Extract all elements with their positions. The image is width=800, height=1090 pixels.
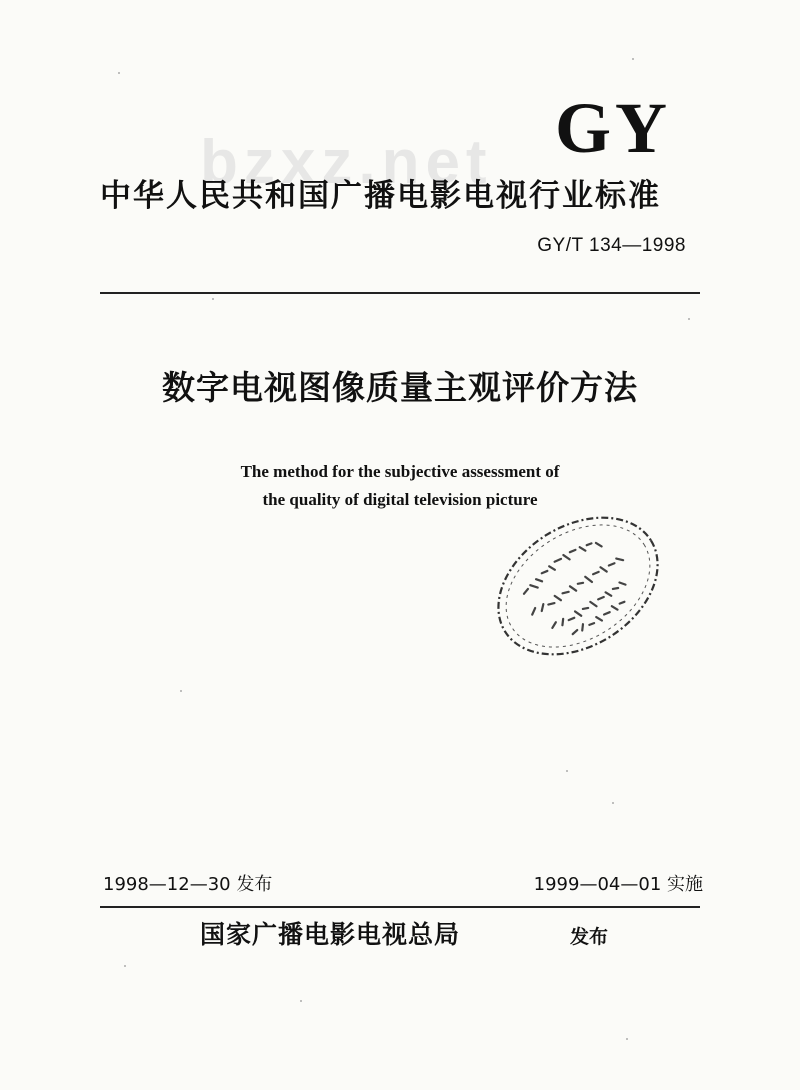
- industry-standard-title: 中华人民共和国广播电影电视行业标准: [100, 178, 661, 214]
- implementation-date: 1999—04—01 实施: [533, 874, 703, 895]
- document-title-english: [0, 458, 800, 514]
- document-title-chinese: 数字电视图像质量主观评价方法: [162, 368, 638, 407]
- site-watermark: bzxz.net: [200, 128, 493, 197]
- issuer-action-label: 发布: [570, 926, 609, 948]
- issuing-authority: 国家广播电影电视总局: [200, 920, 461, 949]
- top-divider: [100, 292, 700, 294]
- english-title-line-2: the quality of digital television picture: [262, 490, 538, 509]
- standard-category-mark: GY: [555, 88, 671, 168]
- english-title-line-1: The method for the subjective assessment of: [240, 462, 560, 481]
- library-seal-stamp: [488, 502, 668, 670]
- standard-number: GY/T 134—1998: [537, 235, 686, 256]
- bottom-divider: [100, 906, 700, 908]
- issue-date: 1998—12—30 发布: [103, 874, 273, 895]
